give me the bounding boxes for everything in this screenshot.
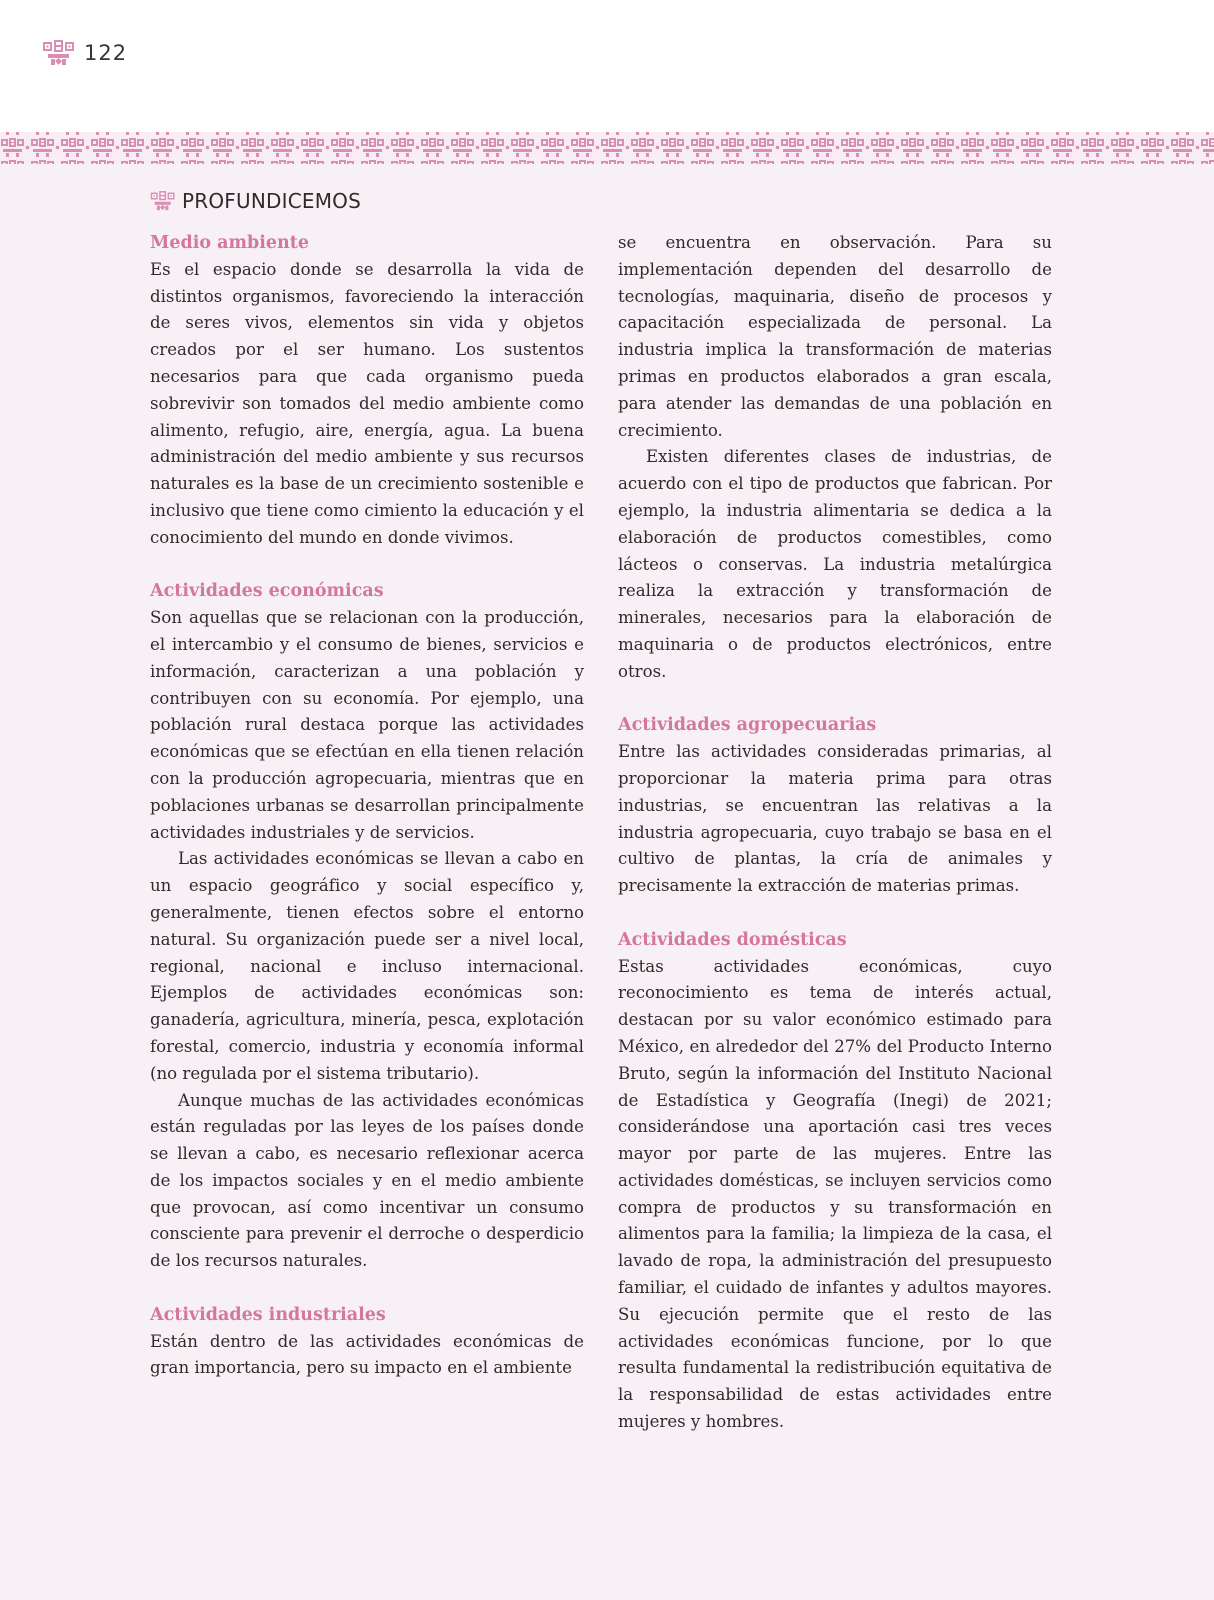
heading-actividades-industriales: Actividades industriales	[150, 1304, 386, 1325]
paragraph: Están dentro de las actividades económicas de gran importancia, pero su impacto en el ambiente	[150, 1331, 584, 1378]
aztec-border-pattern	[0, 132, 1214, 164]
left-column	[150, 230, 584, 1382]
paragraph: Es el espacio donde se desarrolla la vida de distintos organismos, favoreciendo la interacción de seres vivos, elementos sin vida y objetos creados por el ser humano. Los sustentos necesarios para que cada organismo pueda sobrevivir son tomados del medio ambiente como alimento, refugio, aire, energía, agua. La buena administración del medio ambiente y sus recursos naturales es la base de un crecimiento sostenible e inclusivo que tiene como cimiento la educación y el conocimiento del mundo en donde vivimos.	[150, 259, 584, 547]
heading-actividades-domesticas: Actividades domésticas	[618, 929, 847, 950]
paragraph: se encuentra en observación. Para su implementación dependen del desarrollo de tecnologías, maquinaria, diseño de procesos y capacitación especializada de personal. La industria implica la transformación de materias primas en productos elaborados a gran escala, para atender las demandas de una población en crecimiento.	[618, 233, 1052, 440]
paragraph: Son aquellas que se relacionan con la producción, el intercambio y el consumo de bienes, servicios e información, caracterizan a una población y contribuyen con su economía. Por ejemplo, una población rural destaca porque las actividades económicas que se efectúan en ella tienen relación con la producción agropecuaria, mientras que en poblaciones urbanas se desarrollan principalmente actividades industriales y de servicios.	[150, 608, 584, 842]
right-column	[618, 230, 1052, 1436]
aztec-glyph-icon	[150, 189, 176, 213]
paragraph: Estas actividades económicas, cuyo reconocimiento es tema de interés actual, destacan por su valor económico estimado para México, en alrededor del 27% del Producto Interno Bruto, según la información del Instituto Nacional de Estadística y Geografía (Inegi) de 2021; considerándose una aportación casi tres veces mayor por parte de las mujeres. Entre las actividades domésticas, se incluyen servicios como compra de productos y su transformación en alimentos para la familia; la limpieza de la casa, el lavado de ropa, la administración del presupuesto familiar, el cuidado de infantes y adultos mayores. Su ejecución permite que el resto de las actividades económicas funcione, por lo que resulta fundamental la redistribución equitativa de la responsabilidad de estas actividades entre mujeres y hombres.	[618, 956, 1052, 1432]
paragraph: Entre las actividades consideradas primarias, al proporcionar la materia prima para otras industrias, se encuentran las relativas a la industria agropecuaria, cuyo trabajo se basa en el cultivo de plantas, la cría de animales y precisamente la extracción de materias primas.	[618, 742, 1052, 896]
page-header	[0, 0, 1214, 130]
heading-medio-ambiente: Medio ambiente	[150, 233, 309, 253]
section-title: PROFUNDICEMOS	[182, 189, 361, 213]
heading-actividades-agropecuarias: Actividades agropecuarias	[618, 715, 877, 736]
page-number: 122	[84, 41, 128, 65]
paragraph: Aunque muchas de las actividades económicas están reguladas por las leyes de los países donde se llevan a cabo, es necesario reflexionar acerca de los impactos sociales y en el medio ambiente que provocan, así como incentivar un consumo consciente para prevenir el derroche o desperdicio de los recursos naturales.	[150, 1090, 584, 1271]
paragraph: Las actividades económicas se llevan a cabo en un espacio geográfico y social específico y, generalmente, tienen efectos sobre el entorno natural. Su organización puede ser a nivel local, regional, nacional e incluso internacional. Ejemplos de actividades económicas son: ganadería, agricultura, minería, pesca, explotación forestal, comercio, industria y economía informal (no regulada por el sistema tributario).	[150, 849, 584, 1083]
section-header	[150, 189, 361, 213]
aztec-glyph-icon	[42, 38, 76, 68]
heading-actividades-economicas: Actividades económicas	[150, 581, 384, 602]
page-number-area	[42, 38, 127, 68]
ornamental-border	[0, 132, 1214, 164]
paragraph: Existen diferentes clases de industrias, de acuerdo con el tipo de productos que fabrican. Por ejemplo, la industria alimentaria se dedica a la elaboración de productos comestibles, como lácteos o conservas. La industria metalúrgica realiza la extracción y transformación de minerales, necesarios para la elaboración de maquinaria o de productos electrónicos, entre otros.	[618, 447, 1052, 681]
